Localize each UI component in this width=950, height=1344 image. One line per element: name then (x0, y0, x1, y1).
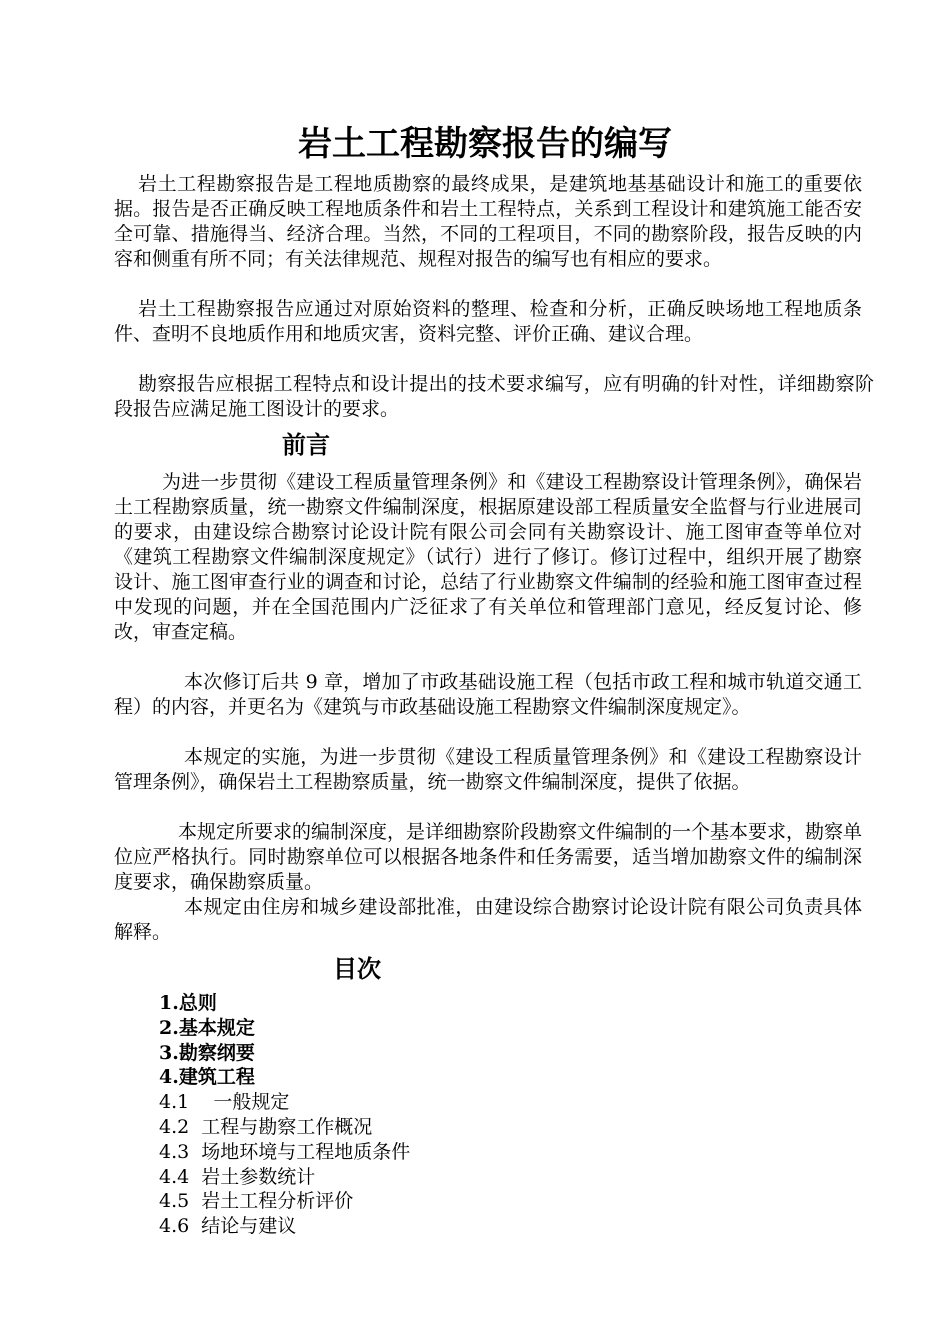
preface-paragraph-1: 为进一步贯彻《建设工程质量管理条例》和《建设工程勘察设计管理条例》，确保岩土工程勘察质量，统一勘察文件编制深度，根据原建设部工程质量安全监督与行业进展司的要求，由建设综合勘察讨论设计院有限公司会同有关勘察设计、施工图审查等单位对《建筑工程勘察文件编制深度规定》（试行）进行了修订。修订过程中，组织开展了勘察设计、施工图审查行业的调查和讨论，总结了行业勘察文件编制的经验和施工图审查过程中发现的问题，并在全国范围内广泛征求了有关单位和管理部门意见，经反复讨论、修改，审查定稿。 (114, 471, 862, 643)
intro-paragraph-3: 勘察报告应根据工程特点和设计提出的技术要求编写，应有明确的针对性，详细勘察阶段报告应满足施工图设计的要求。 (114, 373, 874, 420)
document-title: 岩土工程勘察报告的编写 (298, 124, 672, 164)
preface-paragraph-5: 本规定由住房和城乡建设部批准，由建设综合勘察讨论设计院有限公司负责具体解释。 (114, 896, 862, 943)
intro-paragraph-2: 岩土工程勘察报告应通过对原始资料的整理、检查和分析，正确反映场地工程地质条件、查明不良地质作用和地质灾害，资料完整、评价正确、建议合理。 (114, 298, 862, 345)
toc-item: 4.1 一般规定 (159, 1091, 290, 1114)
toc-item: 4.4 岩土参数统计 (159, 1165, 316, 1188)
toc-item: 4.6 结论与建议 (159, 1215, 297, 1238)
toc-heading: 目次 (333, 955, 381, 983)
preface-paragraph-4: 本规定所要求的编制深度，是详细勘察阶段勘察文件编制的一个基本要求，勘察单位应严格执行。同时勘察单位可以根据各地条件和任务需要，适当增加勘察文件的编制深度要求，确保勘察质量。 (114, 821, 863, 893)
preface-heading: 前言 (282, 431, 330, 459)
toc-item: 1.总则 (159, 992, 217, 1014)
intro-paragraph-1: 岩土工程勘察报告是工程地质勘察的最终成果，是建筑地基基础设计和施工的重要依据。报告是否正确反映工程地质条件和岩土工程特点，关系到工程设计和建筑施工能否安全可靠、措施得当、经济合理。当然，不同的工程项目，不同的勘察阶段，报告反映的内容和侧重有所不同；有关法律规范、规程对报告的编写也有相应的要求。 (114, 173, 862, 270)
preface-paragraph-2: 本次修订后共 9 章，增加了市政基础设施工程（包括市政工程和城市轨道交通工程）的内容，并更名为《建筑与市政基础设施工程勘察文件编制深度规定》。 (114, 671, 862, 718)
toc-item: 4.建筑工程 (159, 1066, 255, 1089)
toc-item: 3.勘察纲要 (159, 1041, 255, 1064)
preface-paragraph-3: 本规定的实施，为进一步贯彻《建设工程质量管理条例》和《建设工程勘察设计管理条例》，确保岩土工程勘察质量，统一勘察文件编制深度，提供了依据。 (114, 746, 862, 793)
toc-item: 4.5 岩土工程分析评价 (159, 1190, 354, 1213)
toc-item: 4.2 工程与勘察工作概况 (159, 1115, 373, 1138)
toc-item: 4.3 场地环境与工程地质条件 (159, 1140, 411, 1163)
toc-item: 2.基本规定 (159, 1016, 255, 1039)
table-of-contents (159, 991, 410, 1239)
